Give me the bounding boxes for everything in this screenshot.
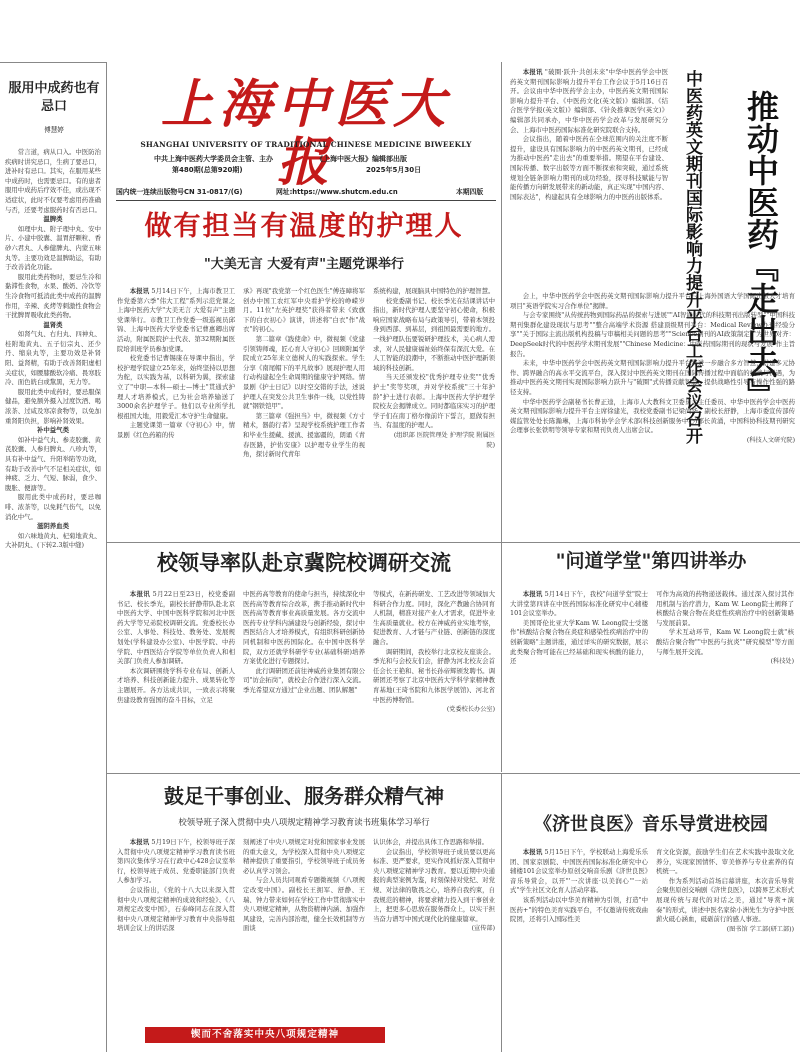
- lead-column-2: [243, 287, 365, 535]
- lead-label: 本报讯: [522, 848, 543, 856]
- section-heading: 温脾类: [43, 215, 63, 224]
- left-article-title: 服用中成药也有忌口: [8, 81, 100, 114]
- paragraph: 5月14日下午，上海市教卫工作党委第六季"伟大工程"系列示范党课之上海中医药大学"大美无言 大爱有声"主题党课举行。市教卫工作党委一级巡视员邱锦、上海中医药大学党委书记曹惠卿出席活动，附属医院护士代表、第32期附属医院培训班学员参加党课。: [117, 287, 235, 353]
- story3-column-2: [656, 590, 794, 770]
- lead-column-1: [117, 287, 235, 535]
- lower-rule: [106, 773, 800, 774]
- section-heading: 温肾类: [43, 320, 63, 329]
- masthead-info-bar: [116, 186, 496, 198]
- story2-headline: 校领导率队赴京冀院校调研交流: [157, 551, 451, 575]
- paragraph: 美国哥伦比亚大学Kam W. Leong院士受邀作"核酸结合聚合物在炎症和感染性疾病治疗中的创新策略"主题讲座，通过详实的研究数据，展示此类聚合物可能在已经基础和现实核酸的能力，还: [510, 618, 648, 666]
- story4-column-1: [117, 838, 235, 1023]
- section-heading: 补中益气类: [37, 426, 69, 435]
- story5-column-1: [510, 848, 648, 1043]
- paragraph: 第三篇章《强担当》中，微视频《方寸精术，器韵行者》呈现学校系统护理工作者和毕业生援藏、援滇、援塞疆的，朗诵《青春医路，护佑安康》以护理专业学生的视角，探讨新时代青年: [243, 411, 365, 459]
- story3-headline: "问道学堂"第四讲举办: [555, 550, 747, 572]
- story4-column-3: [373, 838, 495, 1023]
- paragraph: 育文化资源，鼓励学生们在艺术实践中汲取文化养分，实现家国情怀、审美修养与专业素养的有机统一。: [656, 848, 794, 876]
- story2-column-2: [243, 590, 365, 770]
- lead-label: 本报讯: [129, 590, 151, 598]
- story3-signature: (科技处): [770, 658, 794, 666]
- masthead-title: 上海中医大报: [160, 74, 451, 193]
- top-right-column-2: [510, 292, 795, 542]
- story4-signature: (宣传部): [471, 925, 495, 933]
- paragraph: 服用此类中成药时，要忌咖啡、浓茶等，以免耗气伤气，以免消化中气。: [5, 493, 101, 521]
- paragraph: 第二篇章《践使命》中，微视频《党建引领铸师魂，匠心育人守初心》回顾附属学院成立25年来立德树人的实践探索。学生分享《南尾帽下的平凡故事》展现护理人用行动构建起全生命周期的健康守护网络。情景剧《护士日记》以时空交错的手法，述说护理人在突发公共卫生事件一线，以党性铸就"钢铁铠甲"。: [243, 334, 365, 411]
- paragraph: 校党委书记曹锡康在导课中指出，学校护理学院建立25年来，始终坚持以思想为舵，以实践为基，以科研为翼，探索建立了"中职—本科—硕士—博士"贯通式护理人才培养模式，已为社会培养输送了3000余名护理学子。他们以专业所学扎根祖国大地，用毅爱汇本守护生命健康。: [117, 354, 235, 420]
- top-right-divider: [501, 62, 502, 542]
- paragraph: 刻阐述了中央八项规定对党和国家事业发展的重大意义，为学校深入贯彻中央八项规定精神提供了重要指引，学校领导班子成员务必认真学习领会。: [243, 838, 365, 875]
- story4-headline: 鼓足干事创业、服务群众精气神: [164, 784, 444, 808]
- masthead-editorial: 《上海中医大报》编辑部出版: [316, 155, 407, 163]
- paragraph: 5月19日下午，校领导班子深入贯彻中央八项规定精神学习教育读书班第四次集体学习在行政中心428会议室举行，校领导班子成员、党委职能部门负责人参加学习。: [117, 838, 235, 885]
- left-column-divider: [106, 62, 107, 1052]
- masthead-cn: 国内统一连续出版物号CN 31-0817/(G): [116, 188, 243, 196]
- story3-column-1: [510, 590, 648, 770]
- paragraph: 可作为高效的药物递送载体。通过深入探讨其作用机制与治疗潜力，Kam W. Leong院士阐释了核酸结合聚合物在炎症性疾病治疗中的创新策略与发展前景。: [656, 590, 794, 627]
- paragraph: 5月22日至23日，校党委副书记、校长季光，副校长舒静带队赴北京中医药大学、中国中医科学院和河北中医药大学等兄弟院校调研交流。党委校长办公室、人事处、科技处、教务处、发展规划处(学科建设办公室)、中医学院、中药学院、中西医结合学院等单位负责人和相关部门负责人参加调研。: [117, 590, 235, 666]
- paragraph: 当天还颁发校"优秀护理专业奖""优秀护士"奖等奖项，并对学校系统"三十年护龄"护士进行表彰。上海中医药大学护理学院校友会揭牌成立。同时都临床实习的护理学子们在南丁格尔像前许下誓言，愿做有担当、有温度的护理人。: [373, 373, 495, 430]
- paragraph: 未来，中华中医药学会中医药英文期刊国际影响力提升平台将进一步融合多方智慧，搭建多元协作、跨界融合的高水平交流平台，深入探讨中医药英文期刊在国际传播过程中面临的挑战与机遇，为推动中医药英文期刊实现国际影响力跃升与"破圈"式传播贡献智慧，提供战略性引导与操作性强的路径支持。: [510, 359, 795, 396]
- story5-column-2: [656, 848, 794, 1043]
- top-right-vertical-title: 推动中医药『走出去』: [742, 90, 780, 410]
- masthead-website[interactable]: 网址:https://www.shutcm.edu.cn: [276, 188, 398, 196]
- lead-signature: (组织部 医院管理处 护理学院 附属医院): [393, 431, 495, 449]
- lead-label: 本报讯: [129, 287, 150, 295]
- masthead-pages: 本期四版: [456, 188, 484, 196]
- paragraph: 校党委副书记、校长季光在结课讲话中指出，新时代护理人要坚守初心使命，积极响应国家战略布局与政策导引，带着本领投身到西部、到基层，到祖国最需要的地方。一线护理队伍要锐研护理技术，关心病人需求，对人民健康福祉始终保有深沉大爱。在人工智能的浪潮中，不断推动中医护理新领域的科技创新。: [373, 296, 495, 372]
- paragraph: 等模式，在新药研发、工艺改进等领域加大科研合作力度。同时，深化产教融合协同育人机制，精准对接产业人才需求，促进毕业生高质量就业。校方在神威药业实地考察，促进教育、人才链与产业链、创新链的深度融合。: [373, 590, 495, 646]
- paragraph: 调研期间，我校举行北京校友座谈会。季光和与会校友们会，舒静为河北校友会首任会长王艳和、秘书长孙帝辉颁发聘书。调研团还考察了北京中医药大学科学家精神教育基地(王琦书院和九体医学展馆)、河北省中医药博物馆。: [373, 647, 495, 704]
- lead-column-3: [373, 287, 495, 535]
- story2-signature: (党委校长办公室): [446, 706, 495, 714]
- left-column-top-rule: [0, 62, 106, 63]
- paragraph: 会议指出，学校领导班子成员要以更高标准、更严要求，更实作风抓好深入贯彻中央八项规定精神学习教育。要以近期中央通报的典型案例为鉴，时刻保持对党纪、对党规、对法律的敬畏之心，培养自我约束，自我规范的精神，将要求精力投入到干事创业上，把更多心思放在服务群众上，以实干担当奋力谱写中国式现代化的健康篇章。: [373, 847, 495, 923]
- story4-subhead: 校领导班子深入贯彻中央八项规定精神学习教育读书班集体学习举行: [178, 817, 430, 827]
- paragraph: 5月15日下午，学校联动上海爱乐乐团、国家京剧院、中国医药国际标准化研究中心辅楼101会议室举办原创交响音乐剧《济世良医》音乐导赏会，以开"'一次讲座·以美润心'"一站式"学生社区文化育人活动序幕。: [510, 848, 648, 895]
- masthead-sponsor: 中共上海中医药大学委员会主管、主办: [154, 155, 273, 163]
- left-article-body: [5, 148, 101, 1048]
- paragraph: 如补中益气丸、参麦胶囊、黄芪胶囊、人参归脾丸、八珍丸等，具有补中益气、升阳举陷等功效，有助于改善中气不足相关症状，如神疲、乏力、气短、脉弱，食少、腹胀、便溏等。: [5, 435, 101, 492]
- paragraph: 认识体会，并提出具体工作思路和举措。: [373, 838, 489, 846]
- paragraph: 如六味地黄丸、杞菊地黄丸、大补阴丸、(下转2.3版中缝): [5, 531, 101, 550]
- masthead-english: SHANGHAI UNIVERSITY OF TRADITIONAL CHINESE MEDICINE BIWEEKLY: [140, 140, 472, 149]
- paragraph: 中华中医药学会副秘书长曹正逵，上海市人大教科文卫委员会主任委员、中华中医药学会中医药英文期刊国际影响力提升平台主席徐建光，我校党委副书记梁尚华、副校长舒静，上海市委宣传部传媒监管处处长陈瀚琳，上海市科协学会学术部(科技创新服务中心)部长黄涌，中国科协科技期刊研究会理事长张铁明等领导专家和期刊负责人出席会议。: [510, 397, 795, 435]
- story3-divider: [501, 542, 502, 772]
- paragraph: 5月14日下午，我校"问道学堂"院士大讲堂第四讲在中医药国际标准化研究中心辅楼101会议室举办。: [510, 590, 648, 618]
- paragraph: 作为系列活动首场启幕讲座，本次音乐导赏会聚焦原创交响剧《济世良医》，以跨界艺术形式展现传统与现代的对话之美，通过"导赏+演奏"的形式，讲述中医名家徐小洲先生为守护中医薪火砥心涵血，砥砺前行的感人事迹。: [656, 876, 794, 924]
- paragraph: 学术互动环节，Kam W. Leong院士就"核酸结合聚合物""中医药与抗炎""研究模型"等方面与师生展开交流。: [656, 628, 794, 656]
- lead-label: 本报讯: [522, 68, 543, 76]
- paragraph: 会议指出，随着中医药在全球范围内的关注度不断提升，建设具有国际影响力的中医药英文期刊，已经成为推动中医药"走出去"的重要举措。期望在平台建设、国际传播、数字出版等方面不断探索和突破，通过系统规划全链条影响力期刊的成功经验，探寻科技赋能与智能传播方向研发展带来的新动能，真正实现"中国内容、国际表达"，构建起具有全球影响力的中医药出版体系。: [510, 135, 668, 201]
- story5-signature: (图书馆 学工部(研工部)): [726, 925, 794, 933]
- paragraph: 承》再现"我党第一个红色医生"傅连暲将军创办中国工农红军中央看护学校的峥嵘岁月。11位"左英护理奖"获得者带来《致旗下的白衣初心》演讲，讲述将"白衣"作"战衣"的初心。: [243, 287, 365, 334]
- masthead-rule: [116, 200, 496, 201]
- paragraph: 会上，中华中医药学会中医药英文期刊国际影响力提升平台与上海外国语大学国际出版人才培育项目"英语学院实习合作单位"揭牌。: [510, 292, 795, 310]
- paragraph: 常言道，病从口入。中医防治疾病时讲究忌口，生病了要忌口，进补时有忌口。其实，在服用某些中成药时，也需要忌口。有的患者服用中成药后疗效不佳，或出现不适症状，此时不仅要考虑用药准确与否，还要考虑服药时有否忌口。: [5, 148, 101, 214]
- paragraph: 此行调研团还前往神威药业集团有限公司"访企拓岗"，就校企合作进行深入交流。季光希望双方通过"企业出题、团队解题": [243, 666, 365, 694]
- paragraph: 本次调研围绕学科专业布局、创新人才培养、科技创新能力提升、成果转化等主题展开。各方达成共识，一致表示将聚焦建设教育强国的奋斗目标，立足: [117, 666, 235, 704]
- left-article-author: 傅慧婷: [44, 126, 64, 134]
- paragraph: 中医药高等教育的使命与担当，持续深化中医药高等教育综合改革，携手推动新时代中医药高等教育事业高质量发展。各方交流中医药专业学科内涵建设与创新经验，探讨中西医结合人才培养模式，有组织科研创新协同机制和中医药国际化。在中国中医科学院，双方还就学科研学专业(基础科研)培养方案优化进行专题探讨。: [243, 590, 365, 666]
- paragraph: 如理中丸、附子理中丸、安中片、小建中胶囊、温胃舒颗粒、香砂六君丸、人参健脾丸、内蒙五味丸等。主要功效是温脾助运，有助于改善消化功能。: [5, 224, 101, 272]
- lead-label: 本报讯: [129, 838, 150, 846]
- paragraph: 与会专家围绕"从传统药物到国际药品的探索与进展""AI智能时代的科技期刊出版转型""中国科技期刊集群化建设现状与思考""整合高端学术资源 搭建顶级期刊平台：Medical Review办刊经验分享""关于国际主流出版机构投稿与审稿相关问题的思考""Science期刊的AI政策制定""为世界对齐：DeepSeek时代的中医药学术期刊发展""Chinese Medicine：中医药国际期刊的现状与发展"作主旨报告。: [510, 311, 795, 358]
- top-right-signature: (科技人文研究院): [746, 436, 795, 444]
- story5-headline: 《济世良医》音乐导赏进校园: [534, 814, 768, 835]
- paragraph: 如肾气丸、右归丸、四神丸、桂附地黄丸、五子衍宗丸、还少丹、缩泉丸等，主要功效是补肾阳、益肾精，有助于改善肾阳虚相关症状，如腰膝酸软冷痛、畏寒肢冷、面色㿠白或黧黑，无力等。: [5, 330, 101, 387]
- masthead-date: 2025年5月30日: [366, 166, 422, 174]
- lead-subhead: "大美无言 大爱有声"主题党课举行: [203, 257, 405, 272]
- section-heading: 滋阴养血类: [37, 522, 69, 531]
- story4-column-2: [243, 838, 365, 1023]
- paragraph: 该系列活动以中华美育精神为引领，打造"中医药+"的特色美育实践平台，不仅邀请传统戏曲院团，还将引入国际性美: [510, 895, 648, 924]
- lead-label: 本报讯: [522, 590, 543, 598]
- story5-divider: [501, 773, 502, 1052]
- paragraph: 与会人员共同观看专题微视频《八项规定改变中国》。副校长王拥军、舒静、王瑞、钟力带来如何在学校工作中贯彻落实中央八项规定精神，从物资精神内涵、加强作风建设，完善内部治理，健全长效机制等方面谈: [243, 876, 365, 933]
- paragraph: 系统构建，展现脑具中国特色的护理智慧。: [373, 287, 495, 295]
- paragraph: 服用此类中成药时，要忌服保健品，避免额外摄入过度饮酒、喝浓茶、过咸及寒凉食物等，以免加重肾阳负担，影响补肾效果。: [5, 387, 101, 425]
- paragraph: 主题党课第一篇章《守初心》中，情景剧《红色药箱的传: [117, 421, 235, 439]
- masthead-issue: 第480期(总第920期): [172, 166, 243, 174]
- story2-column-3: [373, 590, 495, 770]
- lead-headline: 做有担当有温度的护理人: [144, 211, 464, 242]
- mid-rule: [106, 542, 800, 543]
- story4-banner: 锲而不舍落实中央八项规定精神: [145, 1027, 385, 1043]
- paragraph: "破圈·跃升·共创未来"中华中医药学会中医药英文期刊国际影响力提升平台工作会议于5月16日召开。会议由中华中医药学会主办，中医药英文期刊国际影响力提升平台、《中医药文化(英文版)》编辑部、《结合医学学报(英文版)》编辑部、《针灸推拿医学(英文)》编辑部共同承办，中华中医药学会改革与发展研究分会、上海市中医药国际标准化研究院联合支持。: [510, 68, 668, 134]
- story2-column-1: [117, 590, 235, 770]
- paragraph: 会议指出，《党的十八大以来深入贯彻中央八项规定精神的成效和经验》、《八项规定改变中国》，石泰峰同志在深入贯彻中央八项规定精神学习教育中央指导组培训会议上的讲话深: [117, 885, 235, 933]
- top-right-vertical-subtitle: 中医药英文期刊国际影响力提升平台工作会议召开: [682, 70, 702, 444]
- paragraph: 服用此类药物时，要忌生冷和黏滞性食物，水果、酸奶、冷饮等生冷食物可抵消此类中成药的温脾作用，辛辣、炙烤等刺激性食物会干扰脾胃吸收此类药物。: [5, 272, 101, 320]
- top-right-column-1: [510, 68, 668, 288]
